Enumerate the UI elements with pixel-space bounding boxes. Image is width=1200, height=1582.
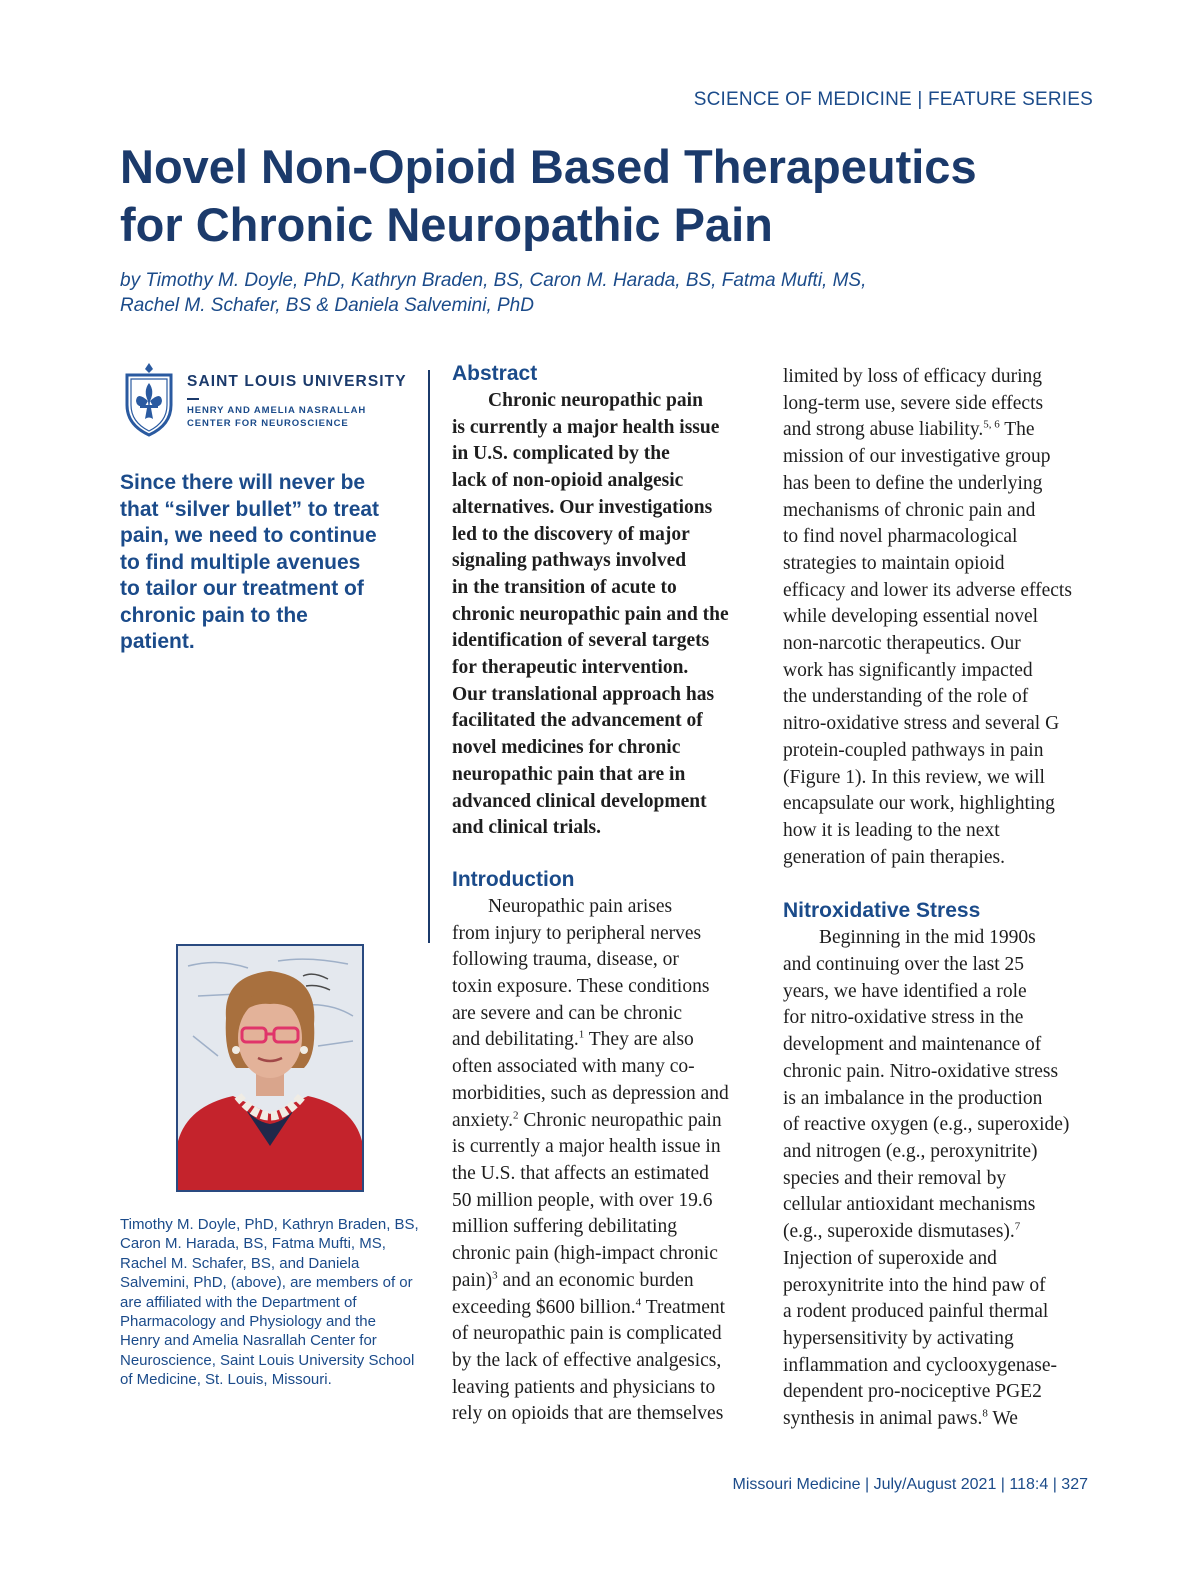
article-title [120, 138, 1080, 254]
intro-line: leaving patients and physicians to [452, 1376, 716, 1398]
intro-line: of neuropathic pain is complicated [452, 1323, 722, 1345]
nitro-line: hypersensitivity by activating [783, 1327, 1014, 1349]
abstract-line: signaling pathways involved [452, 550, 687, 572]
abstract-line: alternatives. Our investigations [452, 496, 713, 518]
citation-ref: 7 [1014, 1220, 1021, 1233]
nitro-line: of reactive oxygen (e.g., superoxide) [783, 1114, 1070, 1136]
abstract-line: in U.S. complicated by the [452, 443, 670, 465]
author-byline [120, 268, 1020, 318]
citation-ref: 2 [513, 1109, 519, 1122]
cont-line: nitro-oxidative stress and several G [783, 713, 1060, 735]
nitro-line: and continuing over the last 25 [783, 954, 1024, 976]
cont-line: (Figure 1). In this review, we will [783, 766, 1045, 788]
series-header: SCIENCE OF MEDICINE | FEATURE SERIES [693, 89, 1093, 110]
middle-column [452, 360, 762, 1428]
abstract-line: chronic neuropathic pain and the [452, 603, 729, 625]
intro-line: from injury to peripheral nerves [452, 922, 702, 944]
intro-text: and an economic burden [497, 1269, 694, 1291]
cont-line: non-narcotic therapeutics. Our [783, 633, 1021, 655]
nitro-line: chronic pain. Nitro-oxidative stress [783, 1060, 1059, 1082]
intro-line: chronic pain (high-impact chronic [452, 1243, 718, 1265]
cont-line: strategies to maintain opioid [783, 552, 1005, 574]
cont-line: efficacy and lower its adverse effects [783, 579, 1072, 601]
nitro-line [783, 1219, 1098, 1246]
intro-line: rely on opioids that are themselves [452, 1403, 724, 1425]
abstract-line: identification of several targets [452, 630, 710, 652]
cont-text: The [999, 419, 1035, 441]
intro-line: are severe and can be chronic [452, 1002, 683, 1024]
nitro-line: Injection of superoxide and [783, 1247, 997, 1269]
logo-subtitle-1: HENRY AND AMELIA NASRALLAH [187, 405, 367, 416]
abstract-line: lack of non-opioid analgesic [452, 470, 684, 492]
page-footer: Missouri Medicine | July/August 2021 | 118:4 | 327 [732, 1476, 1088, 1493]
intro-text: anxiety. [452, 1109, 514, 1131]
authors-line-2: Rachel M. Schafer, BS & Daniela Salvemini, PhD [120, 295, 534, 316]
nitro-line: cellular antioxidant mechanisms [783, 1194, 1036, 1216]
authors-line-1: by Timothy M. Doyle, PhD, Kathryn Braden, BS, Caron M. Harada, BS, Fatma Mufti, MS, [120, 270, 867, 291]
cont-line: mechanisms of chronic pain and [783, 499, 1036, 521]
nitro-line: for nitro-oxidative stress in the [783, 1007, 1024, 1029]
abstract-line: neuropathic pain that are in [452, 763, 686, 785]
portrait-illustration [178, 946, 362, 1190]
nitro-text: We [987, 1408, 1018, 1430]
intro-line: is currently a major health issue in [452, 1136, 721, 1158]
cont-line: long-term use, severe side effects [783, 392, 1044, 414]
right-column [783, 364, 1098, 1433]
nitro-line: species and their removal by [783, 1167, 1007, 1189]
intro-text: Chronic neuropathic pain [518, 1109, 722, 1131]
nitro-text: synthesis in animal paws. [783, 1408, 983, 1430]
intro-line [452, 1268, 762, 1295]
abstract-line: for therapeutic intervention. [452, 657, 689, 679]
abstract-line: Chronic neuropathic pain [488, 390, 703, 411]
nitro-line: and nitrogen (e.g., peroxynitrite) [783, 1140, 1038, 1162]
citation-ref: 4 [635, 1296, 642, 1308]
nitro-line [783, 1406, 1098, 1433]
cont-line: how it is leading to the next [783, 819, 1000, 841]
title-line-1: Novel Non-Opioid Based Therapeutics [120, 140, 977, 193]
cont-line: protein-coupled pathways in pain [783, 739, 1044, 761]
introduction-heading: Introduction [452, 867, 575, 891]
intro-line: often associated with many co- [452, 1056, 695, 1078]
author-photo [176, 944, 364, 1192]
abstract-line: in the transition of acute to [452, 576, 677, 598]
cont-line: mission of our investigative group [783, 446, 1051, 468]
cont-line: encapsulate our work, highlighting [783, 793, 1055, 815]
cont-line [783, 417, 1098, 444]
nitro-line: peroxynitrite into the hind paw of [783, 1274, 1046, 1296]
intro-line: Neuropathic pain arises [488, 895, 673, 917]
cont-line: limited by loss of efficacy during [783, 366, 1043, 387]
abstract-heading: Abstract [452, 362, 538, 385]
citation-ref: 5, 6 [983, 418, 1000, 431]
intro-line [452, 1027, 762, 1054]
intro-line: morbidities, such as depression and [452, 1082, 729, 1104]
cont-line: work has significantly impacted [783, 659, 1033, 681]
abstract-line: led to the discovery of major [452, 523, 690, 545]
column-divider [428, 370, 430, 943]
intro-line: following trauma, disease, or [452, 949, 679, 971]
intro-text: and debilitating. [452, 1029, 579, 1051]
cont-line: while developing essential novel [783, 606, 1039, 628]
intro-text: They are also [584, 1029, 694, 1051]
nitro-line: years, we have identified a role [783, 980, 1027, 1002]
pull-quote: Since there will never be that “silver bullet” to treat pain, we need to continue to find multiple avenues to tailor our treatment of chronic pain to the patient. [120, 471, 380, 653]
intro-line: the U.S. that affects an estimated [452, 1162, 709, 1184]
intro-text: Treatment [641, 1296, 726, 1318]
abstract-line: advanced clinical development [452, 790, 707, 812]
intro-line [452, 1295, 762, 1322]
abstract-line: facilitated the advancement of [452, 710, 703, 732]
nitroxidative-body [783, 925, 1098, 1432]
cont-text: and strong abuse liability. [783, 419, 984, 441]
citation-ref: 3 [492, 1269, 498, 1282]
cont-line: generation of pain therapies. [783, 846, 1005, 868]
nitro-line: a rodent produced painful thermal [783, 1301, 1049, 1323]
abstract-body [452, 388, 762, 842]
logo-subtitle-2: CENTER FOR NEUROSCIENCE [187, 418, 349, 429]
cont-line: has been to define the underlying [783, 472, 1043, 494]
abstract-line: is currently a major health issue [452, 416, 720, 438]
citation-ref: 8 [982, 1407, 988, 1420]
nitro-text: (e.g., superoxide dismutases). [783, 1221, 1015, 1243]
introduction-continuation [783, 364, 1098, 871]
nitro-line: development and maintenance of [783, 1034, 1042, 1056]
abstract-line: and clinical trials. [452, 817, 601, 839]
logo-rule [187, 398, 199, 400]
intro-line: 50 million people, with over 19.6 [452, 1189, 713, 1211]
intro-text: exceeding $600 billion. [452, 1296, 636, 1318]
intro-line: by the lack of effective analgesics, [452, 1349, 722, 1371]
introduction-body [452, 894, 762, 1428]
intro-line: million suffering debilitating [452, 1216, 677, 1238]
citation-ref: 1 [578, 1028, 585, 1041]
author-caption: Timothy M. Doyle, PhD, Kathryn Braden, BS, Caron M. Harada, BS, Fatma Mufti, MS, Rachel M. Schafer, BS, and Daniela Salvemini, PhD, (above), are members of or are affiliated with the Department of Pharmacology and Physiology and the Henry and Amelia Nasrallah Center for Neuroscience, Saint Louis University School of Medicine, St. Louis, Missouri. [120, 1216, 419, 1389]
abstract-line: Our translational approach has [452, 683, 715, 705]
nitro-line: inflammation and cyclooxygenase- [783, 1354, 1057, 1376]
cont-line: the understanding of the role of [783, 686, 1029, 708]
university-logo [123, 361, 413, 439]
cont-line: to find novel pharmacological [783, 526, 1018, 548]
nitroxidative-heading: Nitroxidative Stress [783, 899, 981, 923]
intro-line: toxin exposure. These conditions [452, 976, 710, 998]
nitro-line: dependent pro-nociceptive PGE2 [783, 1381, 1042, 1403]
title-line-2: for Chronic Neuropathic Pain [120, 198, 773, 251]
intro-line [452, 1108, 762, 1135]
logo-university-name: SAINT LOUIS UNIVERSITY [187, 373, 407, 390]
fleur-de-lis-shield-icon [123, 361, 175, 437]
nitro-line: Beginning in the mid 1990s [819, 927, 1036, 949]
intro-text: pain) [452, 1269, 493, 1291]
nitro-line: is an imbalance in the production [783, 1087, 1043, 1109]
abstract-line: novel medicines for chronic [452, 737, 681, 759]
